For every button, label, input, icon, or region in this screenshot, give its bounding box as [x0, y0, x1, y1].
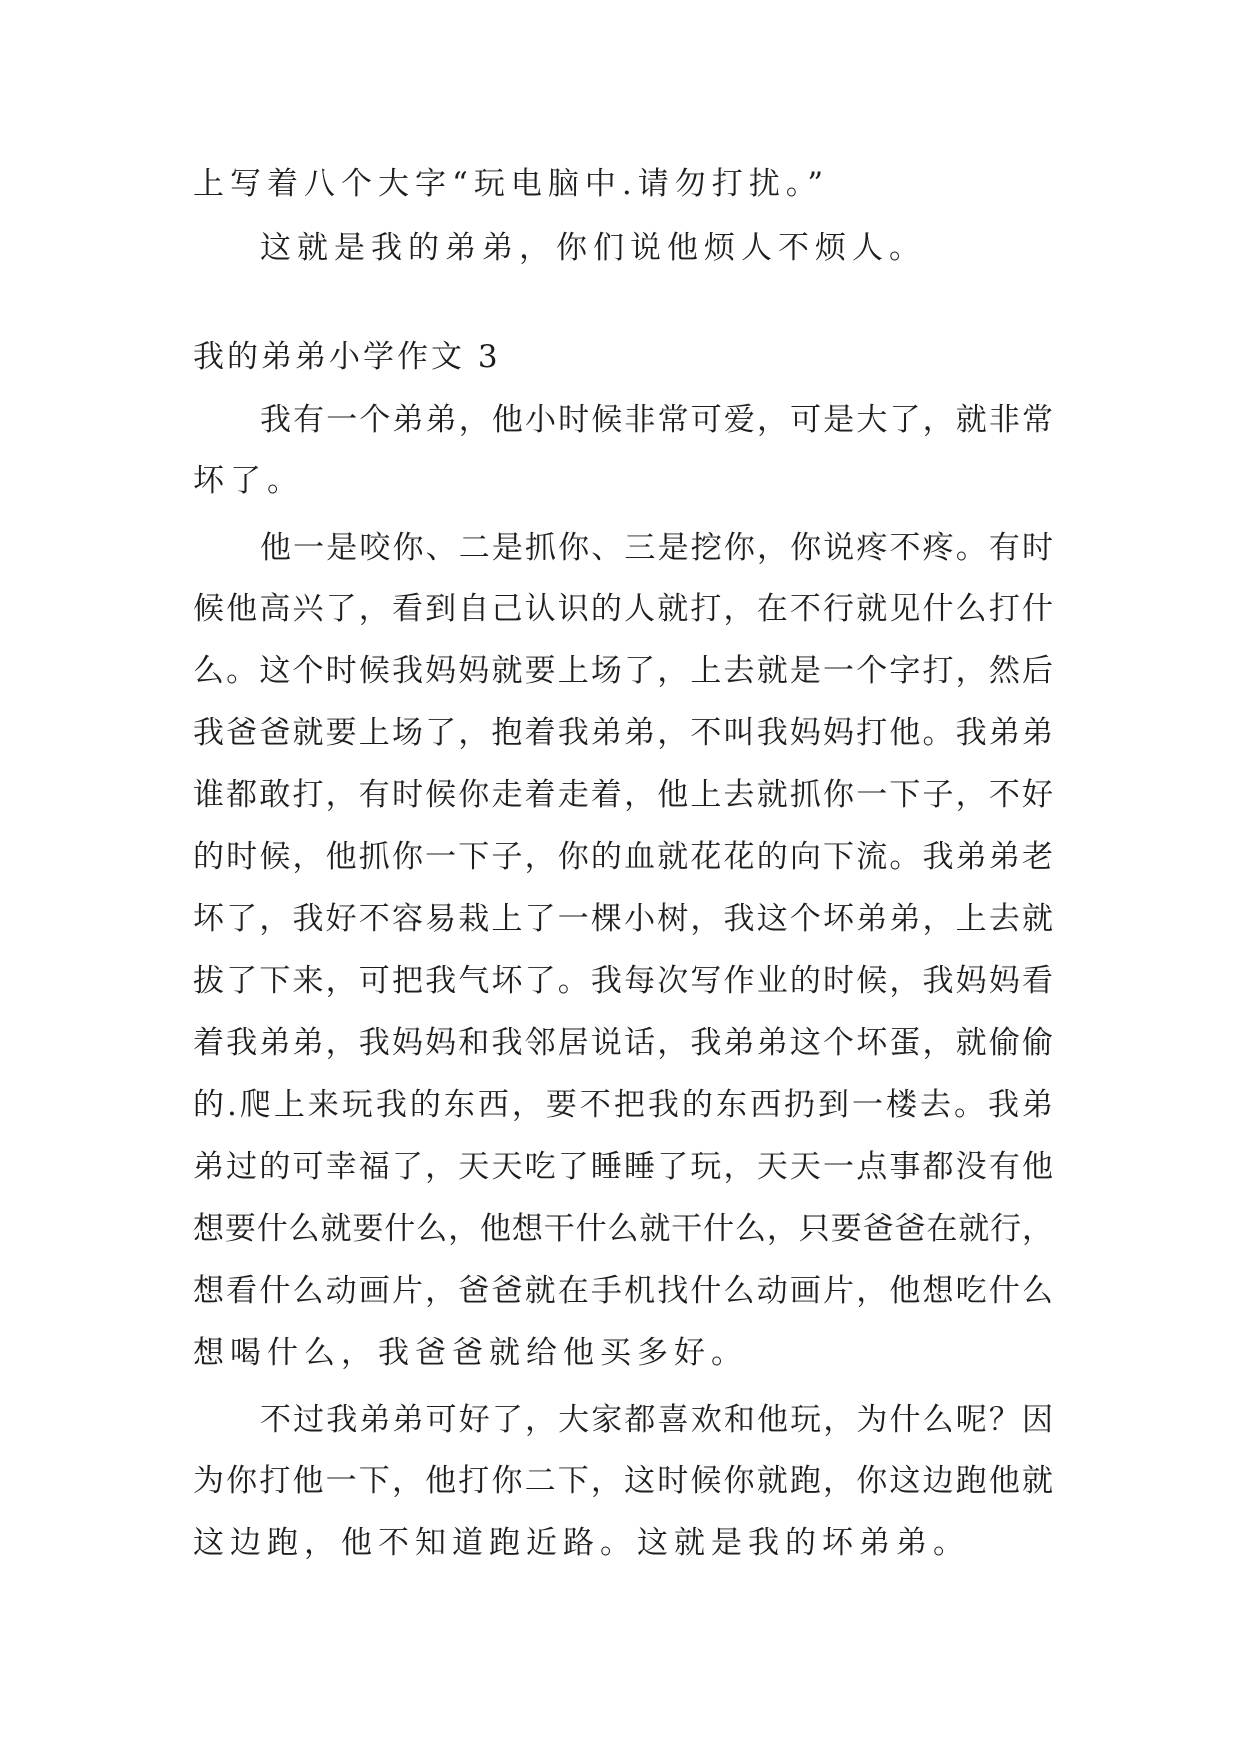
text-line: 不过我弟弟可好了，大家都喜欢和他玩，为什么呢？因	[260, 1402, 1053, 1438]
text-line: 着我弟弟，我妈妈和我邻居说话，我弟弟这个坏蛋，就偷偷	[193, 1025, 1053, 1061]
text-line: 拔了下来，可把我气坏了。我每次写作业的时候，我妈妈看	[193, 963, 1053, 999]
text-line: 为你打他一下，他打你二下，这时候你就跑，你这边跑他就	[193, 1463, 1053, 1499]
text-line: 这边跑，他不知道跑近路。这就是我的坏弟弟。	[193, 1525, 970, 1561]
text-line: 我爸爸就要上场了，抱着我弟弟，不叫我妈妈打他。我弟弟	[193, 715, 1053, 751]
text-line: 弟过的可幸福了，天天吃了睡睡了玩，天天一点事都没有他	[193, 1149, 1053, 1185]
text-line: 这就是我的弟弟，你们说他烦人不烦人。	[260, 230, 926, 266]
text-line: 的.爬上来玩我的东西，要不把我的东西扔到一楼去。我弟	[193, 1087, 1053, 1123]
text-line: 么。这个时候我妈妈就要上场了，上去就是一个字打，然后	[193, 653, 1053, 689]
text-line: 谁都敢打，有时候你走着走着，他上去就抓你一下子，不好	[193, 777, 1053, 813]
text-line: 想看什么动画片，爸爸就在手机找什么动画片，他想吃什么	[193, 1273, 1053, 1309]
text-line: 想要什么就要什么，他想干什么就干什么，只要爸爸在就行，	[193, 1211, 1053, 1247]
text-line: 坏了。	[193, 463, 304, 499]
text-line: 我有一个弟弟，他小时候非常可爱，可是大了，就非常	[260, 402, 1053, 438]
text-line: 上写着八个大字“玩电脑中.请勿打扰。”	[193, 166, 830, 202]
text-line: 坏了，我好不容易栽上了一棵小树，我这个坏弟弟，上去就	[193, 901, 1053, 937]
text-line: 想喝什么，我爸爸就给他买多好。	[193, 1335, 748, 1371]
text-line: 他一是咬你、二是抓你、三是挖你，你说疼不疼。有时	[260, 530, 1053, 566]
text-line: 候他高兴了，看到自己认识的人就打，在不行就见什么打什	[193, 591, 1053, 627]
text-line: 的时候，他抓你一下子，你的血就花花的向下流。我弟弟老	[193, 839, 1053, 875]
section-title: 我的弟弟小学作文 3	[193, 339, 501, 375]
